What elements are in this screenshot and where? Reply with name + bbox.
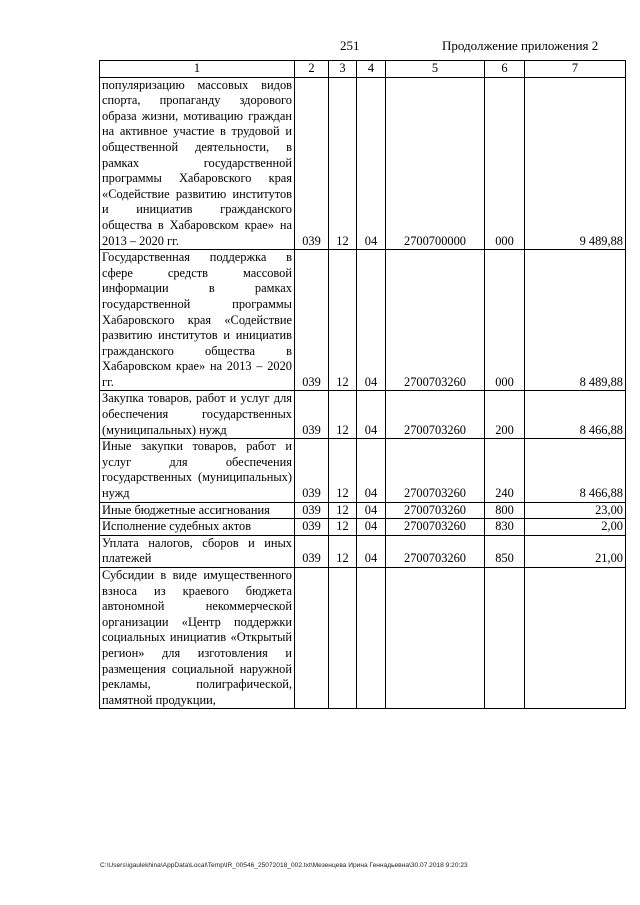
row-rz: 12 bbox=[329, 502, 357, 519]
row-ved: 039 bbox=[295, 535, 329, 567]
row-amount: 8 466,88 bbox=[525, 391, 626, 439]
row-name: Закупка товаров, работ и услуг для обеспечения государственных (муниципальных) нужд bbox=[100, 391, 295, 439]
row-amount bbox=[525, 568, 626, 709]
row-rz: 12 bbox=[329, 391, 357, 439]
row-name: Уплата налогов, сборов и иных платежей bbox=[100, 535, 295, 567]
row-name: Иные закупки товаров, работ и услуг для обеспечения государственных (муниципальных) нужд bbox=[100, 439, 295, 502]
table-row bbox=[100, 502, 626, 519]
row-csr: 2700703260 bbox=[386, 250, 485, 391]
table-header-row bbox=[100, 61, 626, 78]
row-rz: 12 bbox=[329, 519, 357, 536]
table-row bbox=[100, 535, 626, 567]
file-path-footer: C:\Users\igaulekhina\AppData\Local\Temp\IR_00546_25072018_002.txt\Мезенцева Ирина Геннадьевна\30.07.2018 9:20:23 bbox=[100, 862, 468, 869]
row-amount: 9 489,88 bbox=[525, 77, 626, 250]
row-csr: 2700703260 bbox=[386, 519, 485, 536]
row-rz bbox=[329, 568, 357, 709]
column-header: 1 bbox=[100, 61, 295, 78]
row-name: популяризацию массовых видов спорта, пропаганду здорового образа жизни, мотивацию граждан на активное участие в трудовой и общественной деятельности, в рамках государственной программы Хабаровского края «Содействие развитию институтов и инициатив гражданского общества в Хабаровском крае» на 2013 – 2020 гг. bbox=[100, 77, 295, 250]
row-amount: 8 466,88 bbox=[525, 439, 626, 502]
row-amount: 23,00 bbox=[525, 502, 626, 519]
table-row bbox=[100, 77, 626, 250]
row-vr: 000 bbox=[485, 77, 525, 250]
page-number: 251 bbox=[340, 38, 360, 53]
row-vr: 830 bbox=[485, 519, 525, 536]
row-csr bbox=[386, 568, 485, 709]
row-ved: 039 bbox=[295, 439, 329, 502]
row-ved: 039 bbox=[295, 502, 329, 519]
column-header: 2 bbox=[295, 61, 329, 78]
row-csr: 2700703260 bbox=[386, 502, 485, 519]
table-row bbox=[100, 439, 626, 502]
row-pr: 04 bbox=[357, 391, 386, 439]
row-rz: 12 bbox=[329, 535, 357, 567]
column-header: 4 bbox=[357, 61, 386, 78]
row-name: Субсидии в виде имущественного взноса из краевого бюджета автономной некоммерческой организации «Центр поддержки социальных инициатив «Открытый регион» для изготовления и размещения социальной наружной рекламы, полиграфической, памятной продукции, bbox=[100, 568, 295, 709]
row-name: Иные бюджетные ассигнования bbox=[100, 502, 295, 519]
row-rz: 12 bbox=[329, 439, 357, 502]
row-amount: 21,00 bbox=[525, 535, 626, 567]
table-row bbox=[100, 250, 626, 391]
row-vr: 200 bbox=[485, 391, 525, 439]
row-pr bbox=[357, 568, 386, 709]
row-vr: 800 bbox=[485, 502, 525, 519]
row-name: Исполнение судебных актов bbox=[100, 519, 295, 536]
row-ved: 039 bbox=[295, 250, 329, 391]
table-row bbox=[100, 568, 626, 709]
column-header: 5 bbox=[386, 61, 485, 78]
row-pr: 04 bbox=[357, 439, 386, 502]
row-csr: 2700703260 bbox=[386, 535, 485, 567]
column-header: 6 bbox=[485, 61, 525, 78]
row-pr: 04 bbox=[357, 77, 386, 250]
row-ved: 039 bbox=[295, 391, 329, 439]
row-amount: 8 489,88 bbox=[525, 250, 626, 391]
row-amount: 2,00 bbox=[525, 519, 626, 536]
row-ved bbox=[295, 568, 329, 709]
row-vr: 240 bbox=[485, 439, 525, 502]
row-ved: 039 bbox=[295, 519, 329, 536]
row-csr: 2700703260 bbox=[386, 391, 485, 439]
row-pr: 04 bbox=[357, 250, 386, 391]
row-pr: 04 bbox=[357, 535, 386, 567]
continuation-label: Продолжение приложения 2 bbox=[442, 38, 599, 53]
row-pr: 04 bbox=[357, 502, 386, 519]
row-name: Государственная поддержка в сфере средств массовой информации в рамках государственной программы Хабаровского края «Содействие развитию институтов и инициатив гражданского общества в Хабаровском крае» на 2013 – 2020 гг. bbox=[100, 250, 295, 391]
row-vr bbox=[485, 568, 525, 709]
column-header: 3 bbox=[329, 61, 357, 78]
table-row bbox=[100, 519, 626, 536]
column-header: 7 bbox=[525, 61, 626, 78]
budget-table bbox=[99, 60, 626, 709]
row-csr: 2700700000 bbox=[386, 77, 485, 250]
row-vr: 850 bbox=[485, 535, 525, 567]
row-rz: 12 bbox=[329, 77, 357, 250]
row-pr: 04 bbox=[357, 519, 386, 536]
table-row bbox=[100, 391, 626, 439]
row-csr: 2700703260 bbox=[386, 439, 485, 502]
row-vr: 000 bbox=[485, 250, 525, 391]
row-rz: 12 bbox=[329, 250, 357, 391]
row-ved: 039 bbox=[295, 77, 329, 250]
